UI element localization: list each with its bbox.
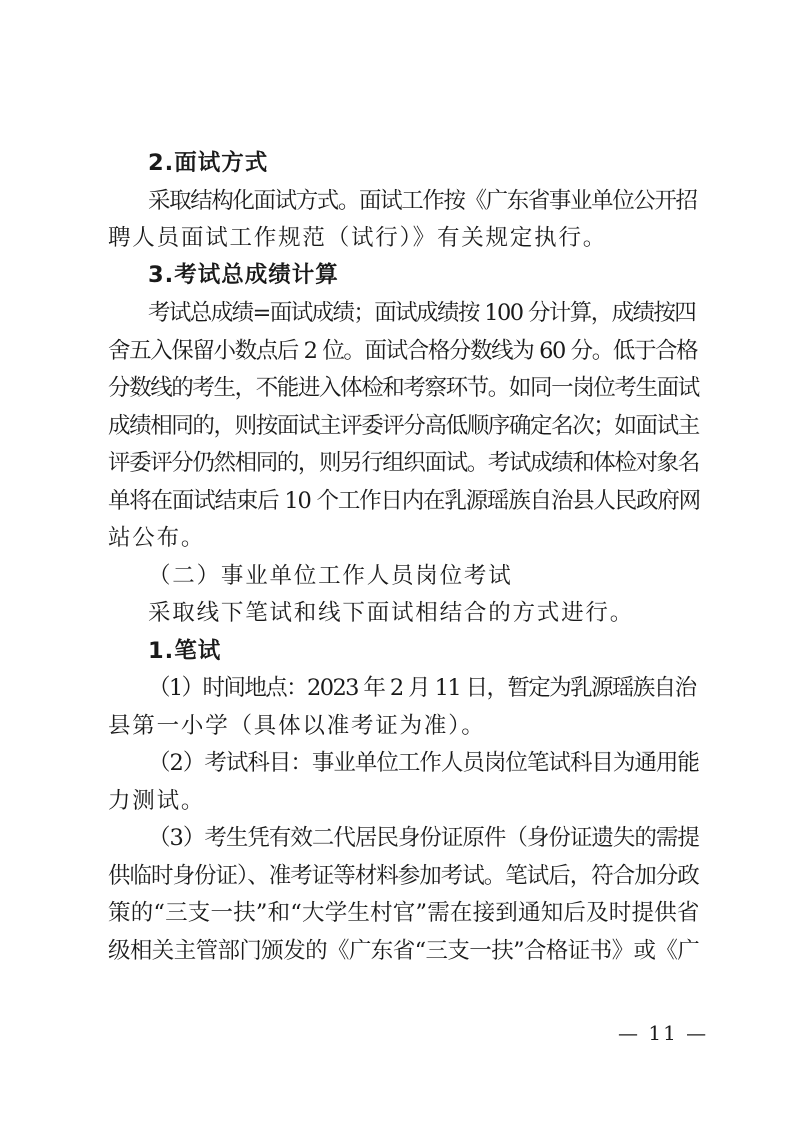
paragraph-line: 舍五入保留小数点后 2 位。面试合格分数线为 60 分。低于合格 xyxy=(108,338,698,364)
paragraph-line: （1）时间地点：2023 年 2 月 11 日，暂定为乳源瑶族自治 xyxy=(148,675,696,701)
paragraph-line: （3）考生凭有效二代居民身份证原件（身份证遗失的需提 xyxy=(148,825,699,851)
page-number: — 11 — xyxy=(618,1021,709,1045)
paragraph-line: （2）考试科目：事业单位工作人员岗位笔试科目为通用能 xyxy=(148,750,699,776)
section-heading-written-exam: 1.笔试 xyxy=(148,638,222,664)
section-heading-total-score: 3.考试总成绩计算 xyxy=(148,262,339,288)
section-heading-interview-method: 2.面试方式 xyxy=(148,150,269,176)
paragraph-line: 分数线的考生，不能进入体检和考察环节。如同一岗位考生面试 xyxy=(108,375,699,401)
paragraph-line: 力测试。 xyxy=(108,788,206,814)
paragraph-line: 考试总成绩=面试成绩；面试成绩按 100 分计算，成绩按四 xyxy=(148,300,696,326)
paragraph-line: 采取线下笔试和线下面试相结合的方式进行。 xyxy=(148,600,635,626)
paragraph-line: 级相关主管部门颁发的《广东省“三支一扶”合格证书》或《广 xyxy=(108,938,700,964)
paragraph-line: 县第一小学（具体以准考证为准）。 xyxy=(108,713,486,739)
paragraph-line: 供临时身份证）、准考证等材料参加考试。笔试后，符合加分政 xyxy=(108,863,699,889)
paragraph-line: 策的“三支一扶”和“大学生村官”需在接到通知后及时提供省 xyxy=(108,900,700,926)
paragraph-line: 成绩相同的，则按面试主评委评分高低顺序确定名次；如面试主 xyxy=(108,413,699,439)
subsection-title-post-exam: （二）事业单位工作人员岗位考试 xyxy=(148,563,513,589)
paragraph-line: 采取结构化面试方式。面试工作按《广东省事业单位公开招 xyxy=(148,188,697,214)
paragraph-line: 站公布。 xyxy=(108,525,206,551)
paragraph-line: 单将在面试结束后 10 个工作日内在乳源瑶族自治县人民政府网 xyxy=(108,488,700,514)
paragraph-line: 评委评分仍然相同的，则另行组织面试。考试成绩和体检对象名 xyxy=(108,450,699,476)
paragraph-line: 聘人员面试工作规范（试行）》有关规定执行。 xyxy=(108,225,608,251)
